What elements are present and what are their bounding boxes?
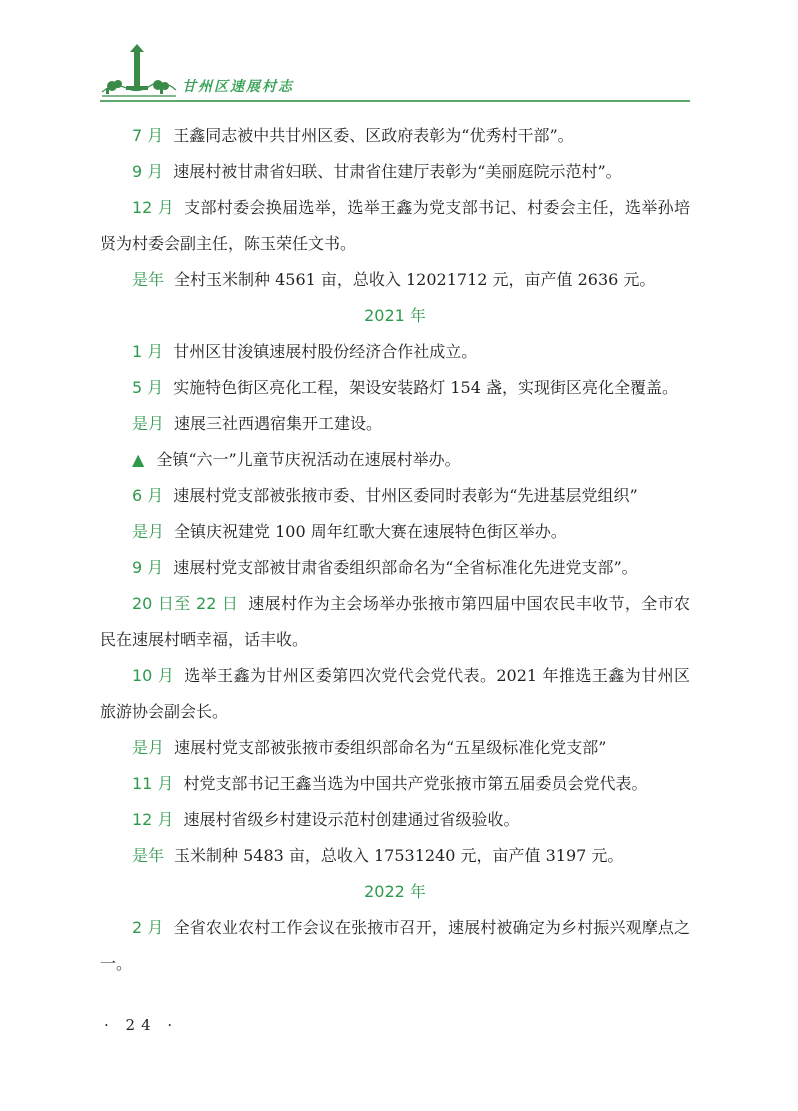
chronicle-entry <box>100 478 690 514</box>
entry-date-label: 1 月 <box>132 342 164 361</box>
entry-text: 支部村委会换届选举，选举王鑫为党支部书记、村委会主任，选举孙培贤为村委会副主任，陈玉荣任文书。 <box>100 198 690 253</box>
entry-date-label: 9 月 <box>132 558 164 577</box>
chronicle-entry <box>100 370 690 406</box>
chronicle-entry <box>100 514 690 550</box>
entry-text: 速展村党支部被张掖市委组织部命名为“五星级标准化党支部” <box>174 738 607 757</box>
chronicle-entry <box>100 658 690 730</box>
chronicle-entry <box>100 118 690 154</box>
chronicle-entry <box>100 190 690 262</box>
entry-text: 甘州区甘浚镇速展村股份经济合作社成立。 <box>173 342 478 361</box>
chronicle-entry <box>100 766 690 802</box>
header-rule <box>100 100 690 102</box>
year-heading: 2022 年 <box>364 882 426 901</box>
entry-text: 选举王鑫为甘州区委第四次党代会党代表。2021 年推选王鑫为甘州区旅游协会副会长。 <box>100 666 690 721</box>
entry-date-label: 是月 <box>132 738 165 757</box>
entry-text: 速展村作为主会场举办张掖市第四届中国农民丰收节，全市农民在速展村晒幸福，话丰收。 <box>100 594 690 649</box>
chronicle-entry <box>100 154 690 190</box>
entry-text: 玉米制种 5483 亩，总收入 17531240 元，亩产值 3197 元。 <box>174 846 624 865</box>
chronicle-entry <box>100 262 690 298</box>
chronicle-entry <box>100 586 690 658</box>
chronicle-entry <box>100 550 690 586</box>
entry-date-label: 10 月 <box>132 666 175 685</box>
entry-date-label: 7 月 <box>132 126 164 145</box>
entry-date-label: 11 月 <box>132 774 174 793</box>
year-heading: 2021 年 <box>364 306 426 325</box>
chronicle-entry <box>100 838 690 874</box>
monument-landscape-icon <box>100 42 178 100</box>
entry-text: 速展村省级乡村建设示范村创建通过省级验收。 <box>183 810 520 829</box>
entry-date-label: 5 月 <box>132 378 164 397</box>
entry-text: 速展村党支部被甘肃省委组织部命名为“全省标准化先进党支部”。 <box>173 558 638 577</box>
chronicle-entry <box>100 406 690 442</box>
entry-date-label: 12 月 <box>132 810 174 829</box>
entry-text: 速展三社西遇宿集开工建设。 <box>174 414 383 433</box>
entry-date-label: 12 月 <box>132 198 175 217</box>
entry-text: 全村玉米制种 4561 亩，总收入 12021712 元，亩产值 2636 元。 <box>174 270 656 289</box>
entry-text: 全镇庆祝建党 100 周年红歌大赛在速展特色街区举办。 <box>174 522 567 541</box>
entry-text: 全镇“六一”儿童节庆祝活动在速展村举办。 <box>156 450 461 469</box>
entry-text: 实施特色街区亮化工程，架设安装路灯 154 盏，实现街区亮化全覆盖。 <box>173 378 678 397</box>
chronicle-content <box>100 118 690 982</box>
entry-text: 全省农业农村工作会议在张掖市召开，速展村被确定为乡村振兴观摩点之一。 <box>100 918 690 973</box>
page-header <box>100 42 690 104</box>
entry-date-label: 2 月 <box>132 918 164 937</box>
entry-date-label: 是月 <box>132 522 165 541</box>
chronicle-entry <box>100 910 690 982</box>
entry-date-label: 9 月 <box>132 162 164 181</box>
book-title: 甘州区速展村志 <box>182 79 294 95</box>
chronicle-entry <box>100 802 690 838</box>
entry-date-label: 是年 <box>132 846 165 865</box>
entry-date-label: 6 月 <box>132 486 164 505</box>
triangle-marker-icon: ▲ <box>132 450 145 469</box>
entry-text: 速展村党支部被张掖市委、甘州区委同时表彰为“先进基层党组织” <box>173 486 638 505</box>
entry-date-label: 是年 <box>132 270 165 289</box>
chronicle-entry <box>100 334 690 370</box>
bullet-entry <box>100 442 690 478</box>
entry-date-label: 20 日至 22 日 <box>132 594 239 613</box>
entry-text: 村党支部书记王鑫当选为中国共产党张掖市第五届委员会党代表。 <box>183 774 648 793</box>
entry-date-label: 是月 <box>132 414 165 433</box>
entry-text: 速展村被甘肃省妇联、甘肃省住建厅表彰为“美丽庭院示范村”。 <box>173 162 622 181</box>
chronicle-entry <box>100 730 690 766</box>
entry-text: 王鑫同志被中共甘州区委、区政府表彰为“优秀村干部”。 <box>173 126 574 145</box>
page-number: · 24 · <box>104 1016 179 1034</box>
